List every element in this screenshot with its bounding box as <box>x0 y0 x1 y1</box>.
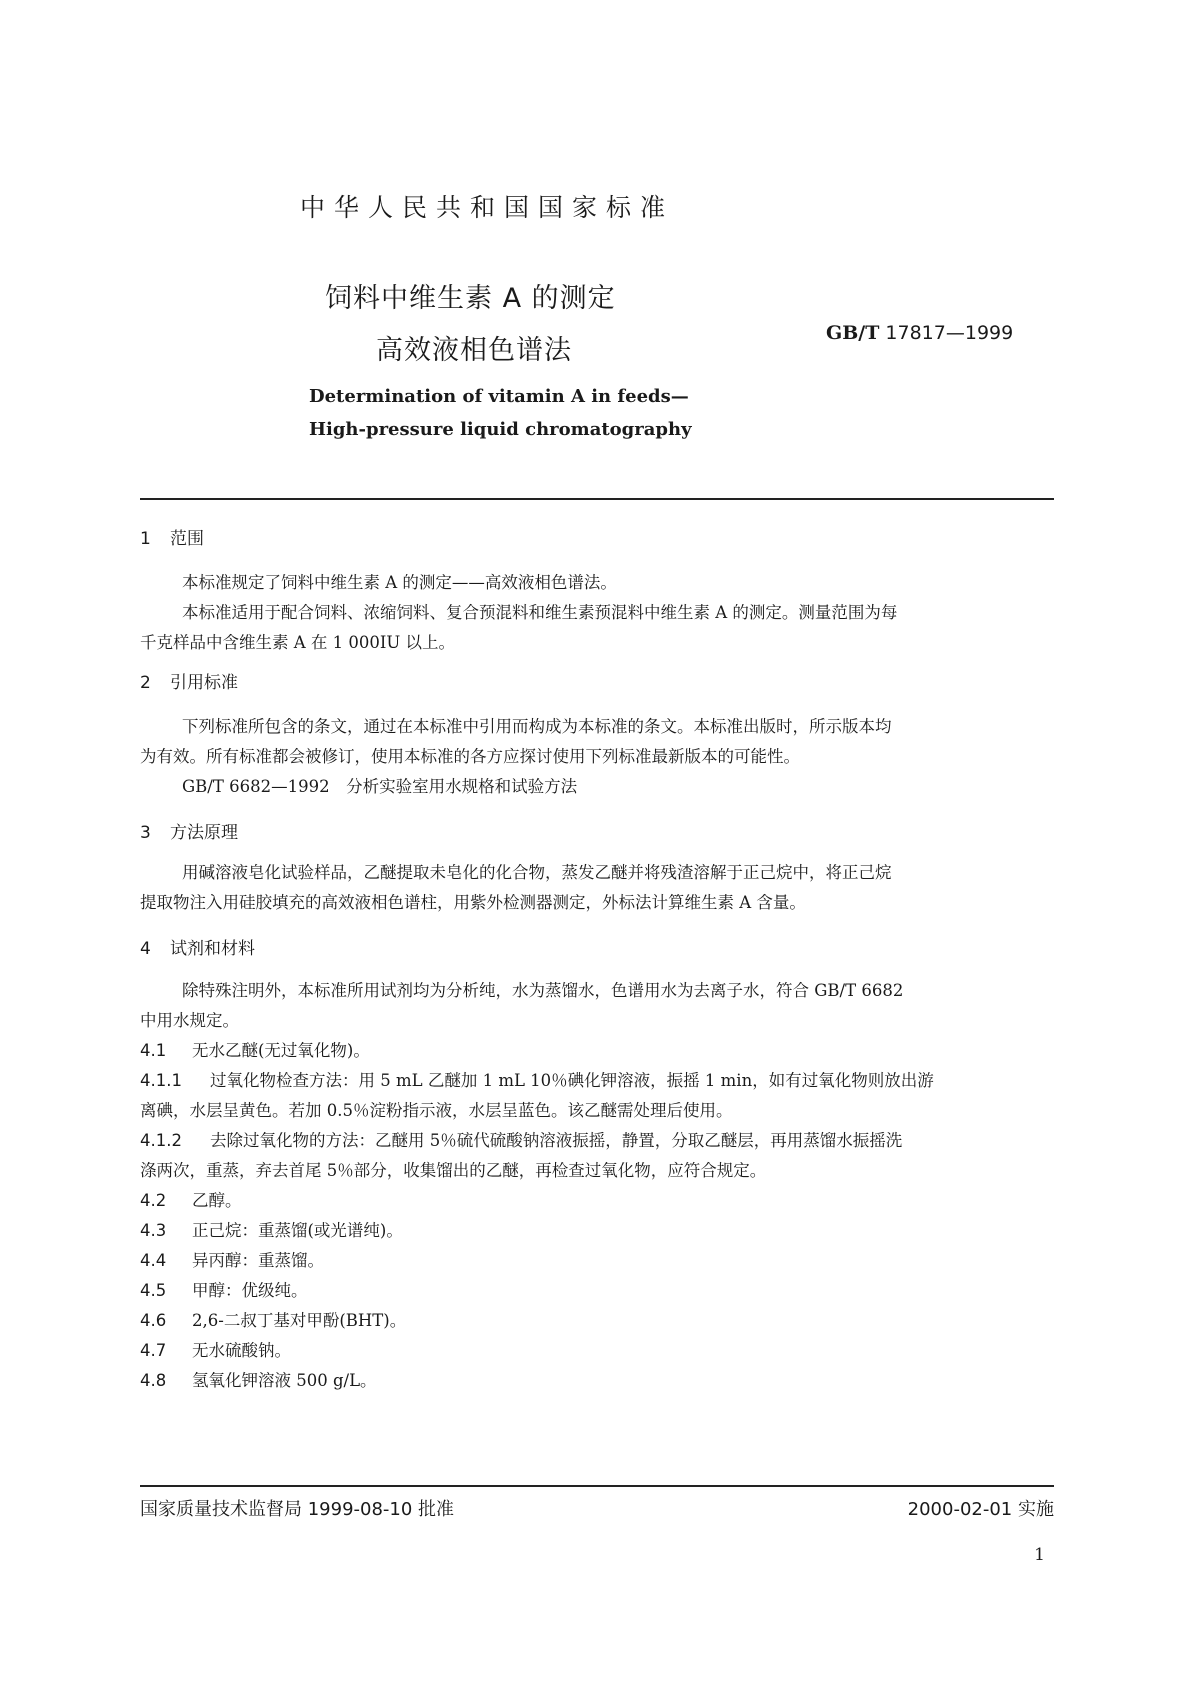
s1-paragraph-1: 本标准规定了饲料中维生素 A 的测定——高效液相色谱法。 <box>182 573 617 592</box>
clause-4-1-1-line2: 离碘，水层呈黄色。若加 0.5％淀粉指示液，水层呈蓝色。该乙醚需处理后使用。 <box>140 1101 733 1120</box>
title-en-line1: Determination of vitamin A in feeds— <box>309 386 689 407</box>
clause-4-1-1-line1 <box>140 1070 934 1092</box>
s2-reference: GB/T 6682—1992 分析实验室用水规格和试验方法 <box>182 777 578 796</box>
clause-4-6 <box>140 1310 406 1332</box>
clause-4-1 <box>140 1040 370 1062</box>
clause-text: 乙醇。 <box>192 1191 242 1210</box>
clause-4-2 <box>140 1190 242 1212</box>
clause-number: 4.2 <box>140 1191 167 1210</box>
header-divider <box>140 498 1054 500</box>
clause-number: 4.7 <box>140 1341 167 1360</box>
clause-4-1-2-line2: 涤两次，重蒸，弃去首尾 5％部分，收集馏出的乙醚，再检查过氧化物，应符合规定。 <box>140 1161 767 1180</box>
clause-number: 4.6 <box>140 1311 167 1330</box>
standard-prefix: GB/T <box>826 322 880 344</box>
clause-4-3 <box>140 1220 403 1242</box>
clause-4-4 <box>140 1250 324 1272</box>
section-4-heading <box>140 934 255 959</box>
s2-paragraph-line1: 下列标准所包含的条文，通过在本标准中引用而构成为本标准的条文。本标准出版时，所示版本均 <box>182 717 892 736</box>
section-1-heading <box>140 524 204 549</box>
clause-4-1-2-line1 <box>140 1130 902 1152</box>
clause-text: 去除过氧化物的方法：乙醚用 5％硫代硫酸钠溶液振摇，静置，分取乙醚层，再用蒸馏水振摇洗 <box>210 1131 903 1150</box>
standard-code: 17817—1999 <box>885 322 1014 344</box>
standard-number <box>826 322 1013 344</box>
section-number: 1 <box>140 529 151 549</box>
section-number: 4 <box>140 939 151 959</box>
clause-text: 无水乙醚(无过氧化物)。 <box>192 1041 370 1060</box>
clause-number: 4.1.1 <box>140 1071 182 1090</box>
section-3-heading <box>140 818 238 843</box>
section-title: 方法原理 <box>170 823 238 843</box>
clause-text: 异丙醇：重蒸馏。 <box>192 1251 324 1270</box>
clause-text: 2,6-二叔丁基对甲酚(BHT)。 <box>192 1311 407 1330</box>
clause-text: 无水硫酸钠。 <box>192 1341 291 1360</box>
section-number: 2 <box>140 673 151 693</box>
s4-paragraph-line1: 除特殊注明外，本标准所用试剂均为分析纯，水为蒸馏水，色谱用水为去离子水，符合 GB/T 6682 <box>182 981 904 1000</box>
clause-text: 甲醇：优级纯。 <box>192 1281 308 1300</box>
s2-paragraph-line2: 为有效。所有标准都会被修订，使用本标准的各方应探讨使用下列标准最新版本的可能性。 <box>140 747 800 766</box>
s1-paragraph-2-line1: 本标准适用于配合饲料、浓缩饲料、复合预混料和维生素预混料中维生素 A 的测定。测量范围为每 <box>182 603 898 622</box>
clause-number: 4.4 <box>140 1251 167 1270</box>
footer-divider <box>140 1485 1054 1487</box>
national-standard-heading: 中华人民共和国国家标准 <box>300 193 675 222</box>
title-en-line2: High-pressure liquid chromatography <box>309 419 692 440</box>
clause-number: 4.5 <box>140 1281 167 1300</box>
section-2-heading <box>140 668 238 693</box>
clause-4-5 <box>140 1280 308 1302</box>
title-cn-line2: 高效液相色谱法 <box>376 335 572 366</box>
effective-date: 2000-02-01 实施 <box>907 1499 1054 1520</box>
title-cn-line1: 饲料中维生素 A 的测定 <box>325 283 616 314</box>
clause-text: 过氧化物检查方法：用 5 mL 乙醚加 1 mL 10％碘化钾溶液，振摇 1 min，如有过氧化物则放出游 <box>210 1071 934 1090</box>
clause-4-7 <box>140 1340 291 1362</box>
section-title: 引用标准 <box>170 673 238 693</box>
clause-text: 正己烷：重蒸馏(或光谱纯)。 <box>192 1221 403 1240</box>
s3-paragraph-line2: 提取物注入用硅胶填充的高效液相色谱柱，用紫外检测器测定，外标法计算维生素 A 含量。 <box>140 893 806 912</box>
clause-number: 4.8 <box>140 1371 167 1390</box>
section-title: 试剂和材料 <box>170 939 255 959</box>
approval-date: 国家质量技术监督局 1999-08-10 批准 <box>140 1499 455 1520</box>
clause-text: 氢氧化钾溶液 500 g/L。 <box>192 1371 377 1390</box>
s3-paragraph-line1: 用碱溶液皂化试验样品，乙醚提取未皂化的化合物，蒸发乙醚并将残渣溶解于正己烷中，将正己烷 <box>182 863 892 882</box>
s4-paragraph-line2: 中用水规定。 <box>140 1011 239 1030</box>
page-number: 1 <box>1034 1545 1045 1565</box>
clause-number: 4.3 <box>140 1221 167 1240</box>
s1-paragraph-2-line2: 千克样品中含维生素 A 在 1 000IU 以上。 <box>140 633 456 652</box>
section-number: 3 <box>140 823 151 843</box>
clause-number: 4.1.2 <box>140 1131 182 1150</box>
clause-number: 4.1 <box>140 1041 167 1060</box>
clause-4-8 <box>140 1370 377 1392</box>
section-title: 范围 <box>170 529 204 549</box>
